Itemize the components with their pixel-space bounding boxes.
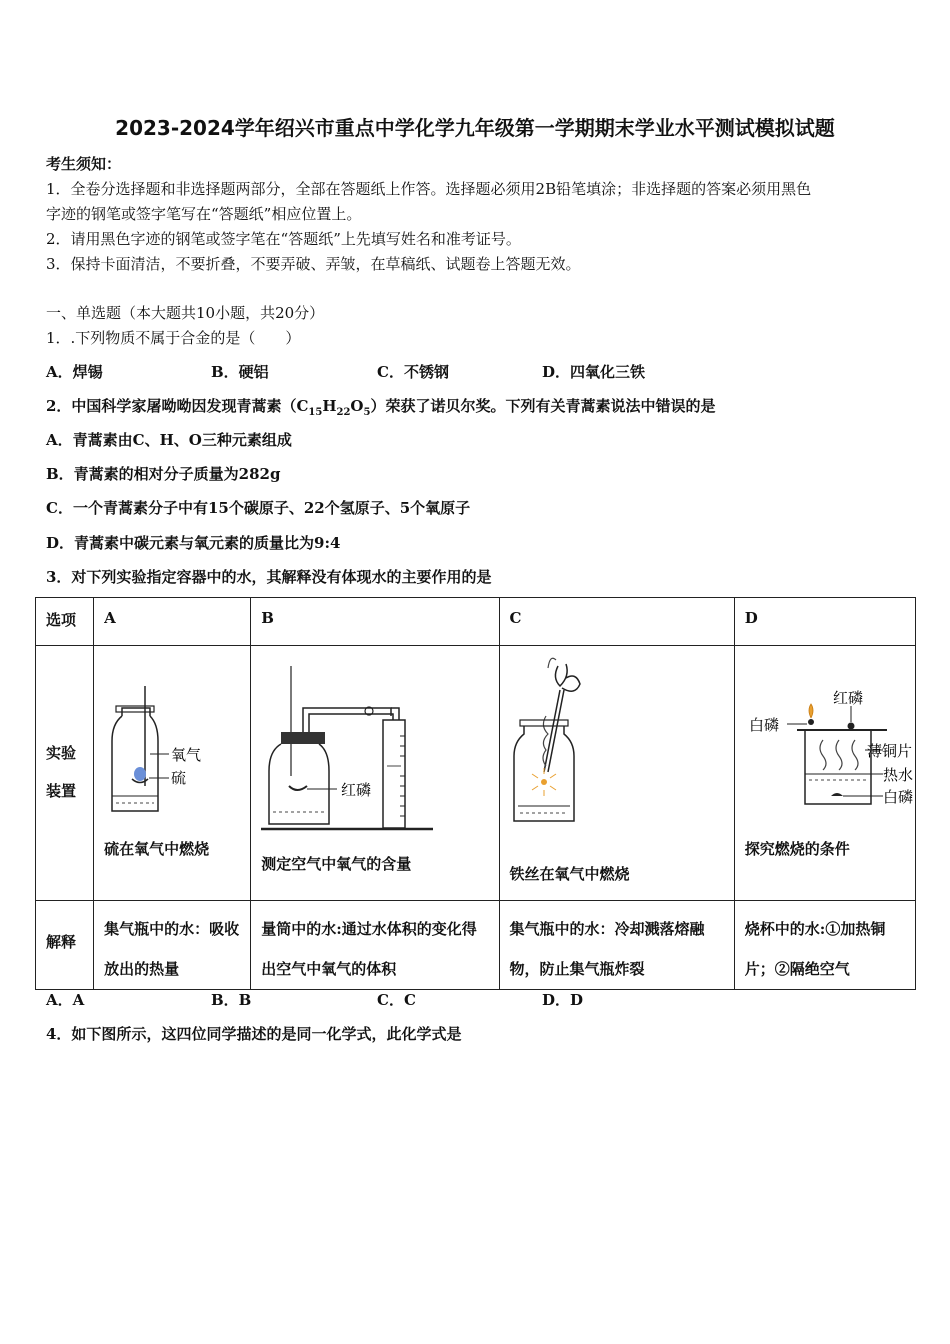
label-white-phosphorus-top: 白磷 <box>748 716 779 734</box>
q2-option-b: B．青蒿素的相对分子质量为282g <box>46 465 281 483</box>
label-red-phosphorus-d: 红磷 <box>832 689 863 707</box>
q3-stem: 3．对下列实验指定容器中的水，其解释没有体现水的主要作用的是 <box>46 568 492 586</box>
q2-option-a: A．青蒿素由C、H、O三种元素组成 <box>46 431 292 449</box>
explanation-a: 集气瓶中的水：吸收放出的热量 <box>104 920 240 978</box>
q1-option-b: B．硬铝 <box>211 363 269 381</box>
q3-header-option: 选项 <box>46 611 77 629</box>
q3-apparatus-row <box>36 646 916 901</box>
q1-option-a: A．焊锡 <box>46 363 103 381</box>
explanation-b: 量筒中的水:通过水体积的变化得出空气中氧气的体积 <box>261 920 477 978</box>
q1-option-c: C．不锈钢 <box>377 363 449 381</box>
q3-table <box>35 597 916 990</box>
caption-d: 探究燃烧的条件 <box>744 840 850 858</box>
q1-stem: 1．.下列物质不属于合金的是（ ） <box>46 329 301 347</box>
notice-heading: 考生须知： <box>46 155 122 173</box>
q2-stem: 2．中国科学家屠呦呦因发现青蒿素$(C_{15}H_{22}O_5)$荣获了诺贝尔奖。下列有关青蒿素说法中错误的是 <box>46 397 716 418</box>
q3-header-b: B <box>261 609 274 627</box>
section-heading: 一、单选题（本大题共10小题，共20分） <box>46 304 325 322</box>
q3-option-d: D．D <box>542 991 584 1009</box>
q4-stem: 4．如下图所示，这四位同学描述的是同一化学式，此化学式是 <box>46 1025 462 1043</box>
q3-option-a: A．A <box>46 991 85 1009</box>
notice-item-2: 2．请用黑色字迹的钢笔或签字笔在“答题纸”上先填写姓名和准考证号。 <box>46 230 521 248</box>
iron-wire-combustion-diagram <box>500 646 735 900</box>
q3-header-row <box>36 598 916 646</box>
label-hot-water: 热水 <box>882 766 913 784</box>
q3-explanation-row <box>36 901 916 990</box>
q3-explanation-label: 解释 <box>46 933 77 951</box>
q2-option-c: C．一个青蒿素分子中有15个碳原子、22个氢原子、5个氧原子 <box>46 499 471 517</box>
q3-apparatus-label: 实验 装置 <box>46 744 77 800</box>
page-title: 2023-2024学年绍兴市重点中学化学九年级第一学期期末学业水平测试模拟试题 <box>115 116 835 140</box>
q2-option-d: D．青蒿素中碳元素与氧元素的质量比为9:4 <box>46 534 341 552</box>
q3-header-d: D <box>744 609 758 627</box>
notice-item-1a: 1．全卷分选择题和非选择题两部分，全部在答题纸上作答。选择题必须用2B铅笔填涂；非选择题的答案必须用黑色 <box>46 180 812 198</box>
label-copper-sheet: 薄铜片 <box>866 742 912 760</box>
q3-option-c: C．C <box>377 991 416 1009</box>
label-oxygen: 氧气 <box>171 746 202 764</box>
label-white-phosphorus-bottom: 白磷 <box>882 788 913 806</box>
explanation-d: 烧杯中的水:①加热铜片；②隔绝空气 <box>744 920 886 978</box>
caption-b: 测定空气中氧气的含量 <box>261 855 412 873</box>
sulfur-combustion-diagram <box>94 646 251 900</box>
notice-item-1b: 字迹的钢笔或签字笔写在“答题纸”相应位置上。 <box>46 205 362 223</box>
q3-header-a: A <box>104 609 116 627</box>
label-sulfur: 硫 <box>171 769 187 787</box>
caption-c: 铁丝在氧气中燃烧 <box>509 865 630 883</box>
label-red-phosphorus-b: 红磷 <box>341 781 372 799</box>
notice-item-3: 3．保持卡面清洁，不要折叠，不要弄破、弄皱，在草稿纸、试题卷上答题无效。 <box>46 255 581 273</box>
q3-header-c: C <box>509 609 522 627</box>
q3-option-b: B．B <box>211 991 252 1009</box>
caption-a: 硫在氧气中燃烧 <box>104 840 210 858</box>
combustion-conditions-diagram <box>735 646 916 900</box>
explanation-c: 集气瓶中的水：冷却溅落熔融物，防止集气瓶炸裂 <box>509 920 705 978</box>
q1-option-d: D．四氧化三铁 <box>542 363 646 381</box>
